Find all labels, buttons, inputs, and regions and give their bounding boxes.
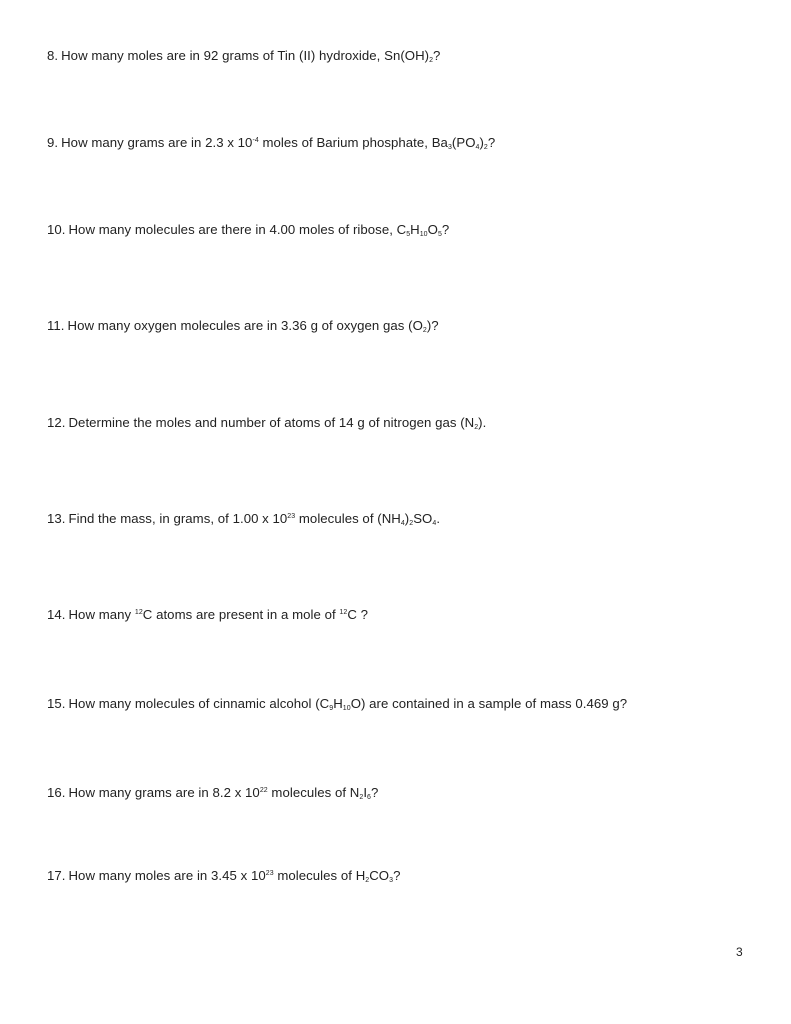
- question-text: How many moles are in 3.45 x 10: [68, 868, 266, 883]
- question-text: ?: [433, 48, 441, 63]
- question-text: C ?: [347, 607, 368, 622]
- subscript: 2: [422, 327, 427, 334]
- superscript: 12: [339, 609, 348, 616]
- question-text: Determine the moles and number of atoms of 14 g of nitrogen gas (N: [68, 415, 475, 430]
- subscript: 10: [342, 705, 351, 712]
- question-text: )?: [426, 318, 439, 333]
- question-text: ?: [393, 868, 401, 883]
- subscript: 10: [419, 231, 428, 238]
- subscript: 2: [429, 57, 434, 64]
- question-text: H: [333, 696, 343, 711]
- question-10: [47, 222, 747, 238]
- question-11: [47, 318, 747, 334]
- subscript: 6: [367, 794, 371, 801]
- question-number: 9.: [47, 135, 59, 150]
- question-text: CO: [369, 868, 390, 883]
- question-text: Find the mass, in grams, of 1.00 x 10: [68, 511, 288, 526]
- question-text: molecules of N: [267, 785, 360, 800]
- question-number: 15.: [47, 696, 66, 711]
- question-text: SO: [413, 511, 433, 526]
- question-number: 12.: [47, 415, 66, 430]
- question-text: ).: [478, 415, 487, 430]
- question-number: 14.: [47, 607, 66, 622]
- subscript: 2: [365, 877, 370, 884]
- superscript: -4: [252, 137, 259, 144]
- subscript: 2: [409, 520, 414, 527]
- question-text: H: [410, 222, 420, 237]
- subscript: 2: [359, 794, 364, 801]
- question-9: [47, 135, 747, 151]
- question-text: ?: [441, 222, 450, 237]
- question-text: O) are contained in a sample of mass 0.469 g?: [350, 696, 628, 711]
- question-text: (PO: [451, 135, 476, 150]
- question-17: [47, 868, 747, 884]
- question-number: 16.: [47, 785, 66, 800]
- question-text: ): [404, 511, 410, 526]
- question-16: [47, 785, 747, 801]
- question-13: [47, 511, 747, 527]
- subscript: 3: [447, 144, 452, 151]
- question-number: 10.: [47, 222, 66, 237]
- question-text: ?: [370, 785, 379, 800]
- question-14: [47, 607, 747, 623]
- question-text: ): [479, 135, 484, 150]
- question-text: How many: [68, 607, 135, 622]
- subscript: 2: [483, 144, 488, 151]
- question-number: 8.: [47, 48, 59, 63]
- question-text: moles of Barium phosphate, Ba: [258, 135, 448, 150]
- subscript: 5: [406, 231, 411, 238]
- question-text: C atoms are present in a mole of: [142, 607, 340, 622]
- question-number: 17.: [47, 868, 66, 883]
- question-number: 11.: [47, 318, 65, 333]
- question-text: molecules of H: [273, 868, 366, 883]
- question-text: How many grams are in 8.2 x 10: [68, 785, 260, 800]
- subscript: 4: [475, 144, 480, 151]
- subscript: 3: [389, 877, 394, 884]
- question-text: How many grams are in 2.3 x 10: [61, 135, 253, 150]
- question-12: [47, 415, 747, 431]
- subscript: 9: [329, 705, 334, 712]
- question-text: molecules of (NH: [295, 511, 401, 526]
- superscript: 23: [265, 870, 274, 877]
- subscript: 5: [437, 231, 442, 238]
- subscript: 4: [432, 520, 437, 527]
- subscript: 4: [400, 520, 405, 527]
- question-text: How many molecules of cinnamic alcohol (C: [68, 696, 330, 711]
- question-text: I: [363, 785, 368, 800]
- superscript: 23: [287, 513, 296, 520]
- page-number: 3: [736, 945, 743, 959]
- superscript: 22: [259, 787, 268, 794]
- question-15: [47, 696, 747, 712]
- question-text: O: [427, 222, 438, 237]
- question-text: .: [436, 511, 441, 526]
- question-number: 13.: [47, 511, 66, 526]
- superscript: 12: [134, 609, 143, 616]
- question-text: ?: [487, 135, 496, 150]
- question-text: How many oxygen molecules are in 3.36 g of oxygen gas (O: [67, 318, 423, 333]
- question-text: How many moles are in 92 grams of Tin (II) hydroxide, Sn(OH): [61, 48, 430, 63]
- question-text: How many molecules are there in 4.00 moles of ribose, C: [68, 222, 407, 237]
- question-8: [47, 48, 747, 64]
- subscript: 2: [474, 424, 479, 431]
